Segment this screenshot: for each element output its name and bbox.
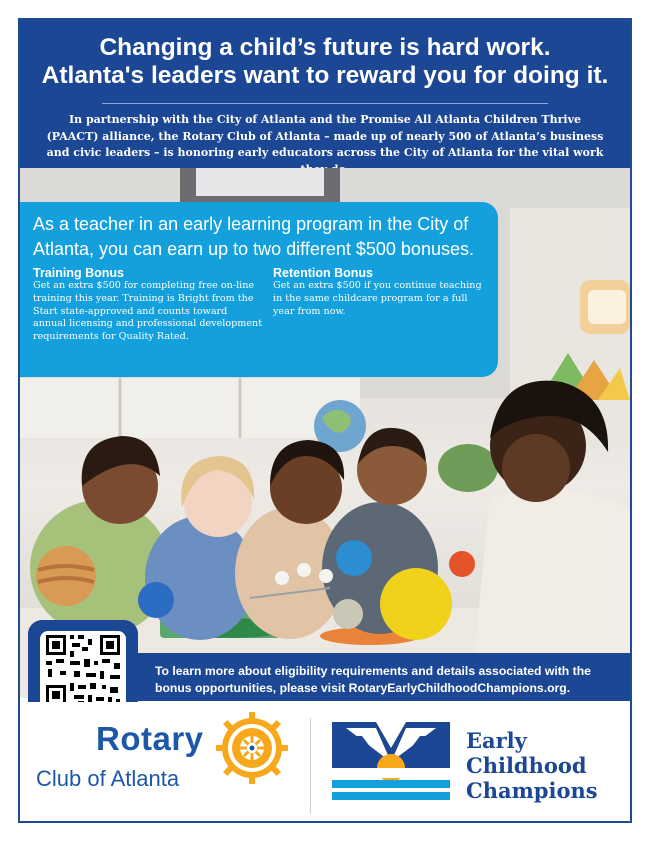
training-bonus-body: Get an extra $500 for completing free on-line training this year. Training is Bright from the Start state-approved and counts toward annual licensing and professional development requirements for Quality Rated.: [33, 280, 263, 343]
rotary-wordmark: Rotary: [96, 720, 204, 757]
intro-paragraph: In partnership with the City of Atlanta and the Promise All Atlanta Children Thrive (PAACT) alliance, the Rotary Club of Atlanta – made up of nearly 500 of Atlanta’s business and civic leaders – is honoring early educators across the City of Atlanta for the vital work: [46, 113, 604, 159]
learn-more-bar: [132, 653, 630, 701]
headline: [20, 34, 630, 90]
early-childhood-champions-logo-icon: [332, 722, 450, 812]
qr-code-icon[interactable]: [40, 631, 126, 709]
qr-code-graphic: [40, 631, 126, 709]
headline-line-1: Changing a child’s future is hard work.: [99, 34, 551, 61]
rotary-club-subtitle: Club of Atlanta: [36, 766, 180, 791]
retention-bonus-heading: Retention Bonus: [273, 266, 373, 280]
retention-bonus: [273, 266, 483, 318]
footer-divider: [310, 718, 311, 814]
header-banner: [20, 20, 630, 168]
header-divider: [102, 103, 548, 104]
headline-line-2: Atlanta's leaders want to reward you for doing it.: [41, 62, 609, 89]
bonus-callout: [20, 202, 498, 377]
early-childhood-champions-wordmark: [466, 728, 598, 803]
ecc-line-3: Champions: [466, 778, 598, 803]
flyer: [18, 18, 632, 823]
learn-more-text[interactable]: To learn more about eligibility requirements and details associated with the bonus opportunities, please visit RotaryEarlyChildhoodChampions.org.: [155, 664, 591, 695]
ecc-line-1: Early: [466, 728, 527, 753]
bonus-title: As a teacher in an early learning program in the City of Atlanta, you can earn up to two different $500 bonuses.: [33, 214, 474, 259]
rotary-wheel-icon: [216, 712, 288, 784]
training-bonus-heading: Training Bonus: [33, 266, 124, 280]
classroom-photo: [20, 168, 630, 698]
retention-bonus-body: Get an extra $500 if you continue teaching in the same childcare program for a full year from now.: [273, 280, 482, 317]
ecc-line-2: Childhood: [466, 753, 587, 778]
footer-logos: [20, 702, 630, 823]
training-bonus: [33, 266, 263, 344]
